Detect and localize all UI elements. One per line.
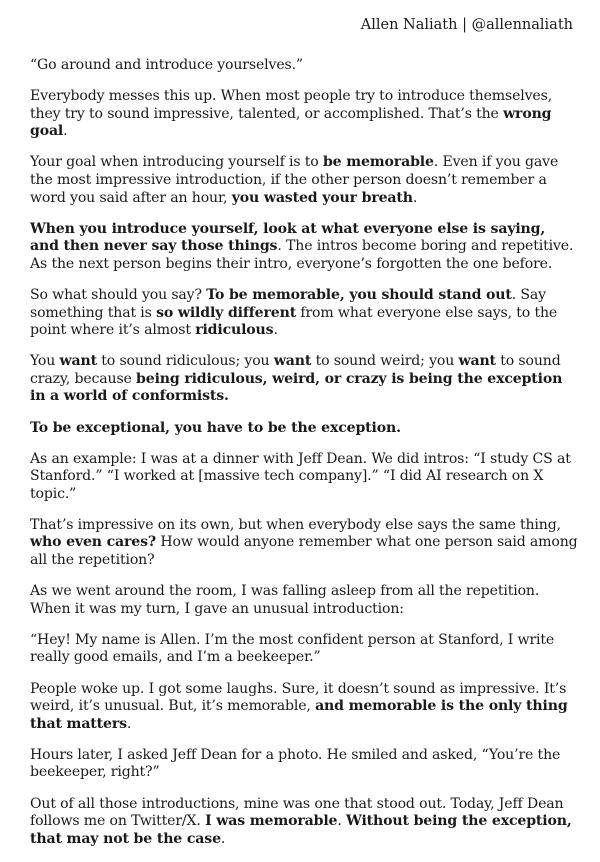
bold-text: To be memorable, you should stand out <box>206 286 512 303</box>
text-run: . <box>126 715 132 732</box>
text-run: . <box>337 813 347 830</box>
bold-text: you wasted your breath <box>231 189 413 206</box>
text-run: Your goal when introducing yourself is to <box>30 154 323 171</box>
author-name: Allen Naliath <box>360 17 458 33</box>
text-run: Hours later, I asked Jeff Dean for a photo. He smiled and asked, “You’re the beekeeper, right?” <box>30 746 561 781</box>
bold-text: being ridiculous, weird, or crazy is being the exception in a world of conformists. <box>30 370 563 405</box>
text-run: Everybody messes this up. When most people try to introduce themselves, they try to sound impressive, talented, or accomplished. That’s the <box>30 88 553 122</box>
text-run: . The intros become boring and repetitive. As the next person begins their intro, everyone’s forgotten the one before. <box>30 238 574 272</box>
text-run: As we went around the room, I was falling asleep from all the repetition. When it was my turn, I gave an unusual introduction: <box>30 583 540 617</box>
text-run: “Hey! My name is Allen. I’m the most confident person at Stanford, I write really good emails, and I’m a beekeeper.” <box>30 631 555 666</box>
paragraph <box>30 420 578 438</box>
author-handle[interactable]: @allennaliath <box>471 17 573 33</box>
paragraph <box>30 221 578 274</box>
bold-text: want <box>59 353 97 370</box>
text-run: . <box>220 830 226 847</box>
text-run: That’s impressive on its own, but when everybody else says the same thing, <box>30 516 561 533</box>
bold-text: be memorable <box>322 154 434 171</box>
text-run: . Say something that is <box>30 286 546 321</box>
bold-text: so wildly different <box>156 304 297 321</box>
paragraph <box>30 353 578 406</box>
paragraph <box>30 747 578 782</box>
paragraph <box>30 796 578 849</box>
bold-text: Without being the exception, that may not be the case <box>30 813 572 847</box>
text-run: to sound ridiculous; you <box>96 353 274 370</box>
text-run: As an example: I was at a dinner with Jeff Dean. We did intros: “I study CS at Stanford.” “I worked at [massive tech company].” “I did AI research on X topic.” <box>30 450 571 502</box>
text-run: Out of all those introductions, mine was one that stood out. Today, Jeff Dean follows me on Twitter/X. <box>30 795 564 830</box>
text-run: to sound weird; you <box>311 353 459 370</box>
bold-text: and memorable is the only thing that matters <box>30 698 568 732</box>
text-run: . <box>273 322 278 339</box>
bold-text: When you introduce yourself, look at what everyone else is saying, and then never say those things <box>30 220 546 255</box>
bold-text: want <box>273 353 312 370</box>
paragraph <box>30 57 578 75</box>
text-run: . <box>63 123 68 140</box>
bold-text: ridiculous <box>195 322 274 339</box>
text-run: from what everyone else says, to the point where it’s almost <box>30 304 558 339</box>
bold-text: I was memorable <box>205 813 338 830</box>
text-run: How would anyone remember what one person said among all the repetition? <box>30 534 578 569</box>
bold-text: want <box>458 353 496 370</box>
byline <box>361 15 573 35</box>
article-body <box>30 57 578 862</box>
byline-separator: | <box>462 17 467 33</box>
text-run: You <box>30 353 60 370</box>
paragraph <box>30 632 578 667</box>
paragraph <box>30 583 578 618</box>
bold-text: wrong goal <box>30 105 552 140</box>
paragraph <box>30 88 578 141</box>
paragraph <box>30 451 578 504</box>
paragraph <box>30 154 578 207</box>
paragraph <box>30 517 578 570</box>
bold-text: who even cares? <box>30 534 157 551</box>
text-run: So what should you say? <box>30 286 207 303</box>
text-run: . <box>412 189 418 206</box>
paragraph <box>30 287 578 340</box>
text-run: . Even if you gave the most impressive introduction, if the other person doesn’t remember a word you said after an hour, <box>30 154 559 206</box>
text-run: to sound crazy, because <box>30 353 561 387</box>
text-run: “Go around and introduce yourselves.” <box>30 57 303 73</box>
bold-text: To be exceptional, you have to be the exception. <box>30 419 401 436</box>
text-run: People woke up. I got some laughs. Sure, it doesn’t sound as impressive. It’s weird, it’s unusual. But, it’s memorable, <box>30 680 567 715</box>
paragraph <box>30 681 578 734</box>
